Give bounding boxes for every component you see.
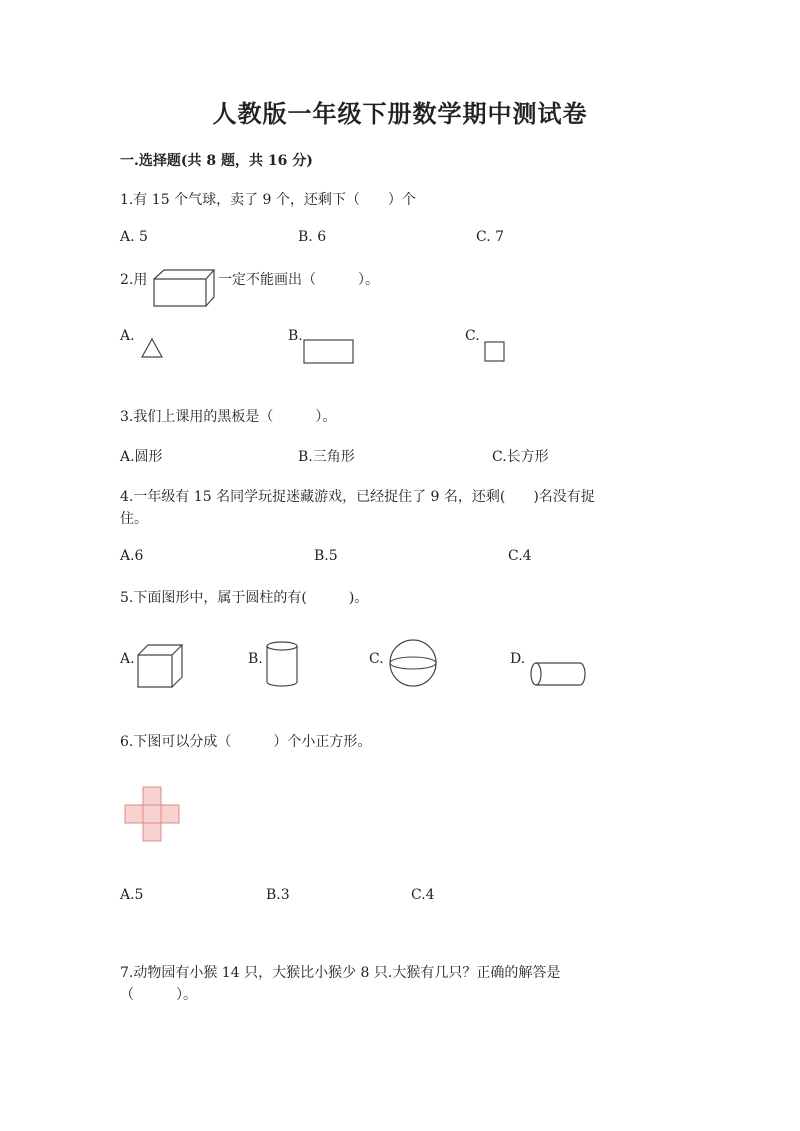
question-1-text: 1.有 15 个气球，卖了 9 个，还剩下（ ）个 [120,192,416,208]
question-4-line-1: 4.一年级有 15 名同学玩捉迷藏游戏，已经捉住了 9 名，还剩( )名没有捉 [120,489,595,505]
q5-option-d[interactable]: D. [510,651,526,667]
q6-option-b[interactable]: B.3 [266,887,290,903]
q1-option-a[interactable]: A. 5 [120,229,148,245]
page-title: 人教版一年级下册数学期中测试卷 [212,99,588,128]
q2-option-c[interactable]: C. [465,328,480,344]
square-shape [484,341,506,363]
q2-option-a[interactable]: A. [120,328,135,344]
question-3-text: 3.我们上课用的黑板是（ ）。 [120,409,337,425]
q5-option-a[interactable]: A. [120,651,135,667]
q5-option-b[interactable]: B. [248,651,263,667]
question-6-text: 6.下图可以分成（ ）个小正方形。 [120,734,372,750]
question-7-line-2: （ ）。 [120,987,197,1003]
rectangle-shape [303,339,355,365]
question-4-line-2: 住。 [120,511,148,527]
q3-option-b[interactable]: B.三角形 [298,449,355,465]
cross-squares-figure [124,786,182,844]
question-5-text: 5.下面图形中，属于圆柱的有( )。 [120,590,369,606]
q4-option-a[interactable]: A.6 [120,548,144,564]
q4-option-c[interactable]: C.4 [508,548,532,564]
q3-option-c[interactable]: C.长方形 [492,449,549,465]
cylinder-lying-figure [528,660,588,690]
section-heading: 一.选择题(共 8 题，共 16 分) [120,153,313,169]
q2-option-b[interactable]: B. [288,328,303,344]
q3-option-a[interactable]: A.圆形 [120,449,163,465]
q1-option-c[interactable]: C. 7 [476,229,505,245]
q1-option-b[interactable]: B. 6 [298,229,327,245]
q6-option-c[interactable]: C.4 [411,887,435,903]
triangle-shape [140,337,164,359]
sphere-figure [388,638,438,688]
cube-figure [136,643,184,689]
cuboid-figure [152,268,216,308]
q5-option-c[interactable]: C. [369,651,384,667]
cylinder-upright-figure [265,640,301,688]
question-2-prefix: 2.用 [120,272,148,288]
question-7-line-1: 7.动物园有小猴 14 只，大猴比小猴少 8 只.大猴有几只？正确的解答是 [120,965,561,981]
question-2-suffix: 一定不能画出（ ）。 [218,272,379,288]
q6-option-a[interactable]: A.5 [120,887,144,903]
q4-option-b[interactable]: B.5 [314,548,338,564]
